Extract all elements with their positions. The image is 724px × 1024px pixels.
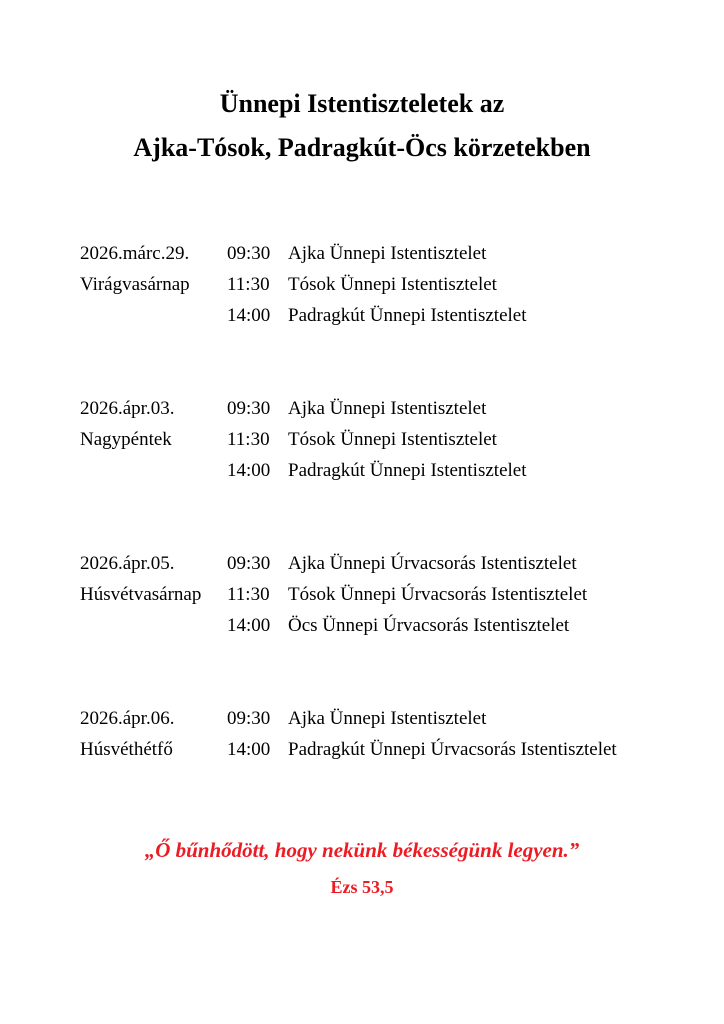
schedule-time: 14:00: [227, 615, 271, 636]
schedule-event: Padragkút Ünnepi Istentisztelet: [288, 305, 527, 326]
schedule-day: Húsvéthétfő: [80, 739, 173, 760]
schedule-block-marc29: [80, 238, 664, 331]
schedule-time: 14:00: [227, 305, 271, 326]
schedule-time: 09:30: [227, 243, 271, 264]
schedule-day: Virágvasárnap: [80, 274, 190, 295]
schedule-day: Nagypéntek: [80, 429, 172, 450]
schedule-event: Ajka Ünnepi Úrvacsorás Istentisztelet: [288, 553, 577, 574]
schedule-block-apr03: [80, 393, 664, 486]
schedule-time: 11:30: [227, 584, 270, 605]
schedule-date-spacer: [80, 455, 227, 486]
scripture-quote: „Ő bűnhődött, hogy nekünk békességünk legyen.”: [144, 838, 580, 862]
title-line-2: Ajka-Tósok, Padragkút-Öcs körzetekben: [133, 133, 591, 162]
document-title: [60, 82, 664, 170]
schedule-time: 11:30: [227, 429, 270, 450]
schedule-event: Padragkút Ünnepi Istentisztelet: [288, 460, 527, 481]
schedule-event: Tósok Ünnepi Istentisztelet: [288, 274, 497, 295]
schedule-time: 09:30: [227, 708, 271, 729]
schedule-block-apr06: [80, 703, 664, 765]
scripture-reference: Ézs 53,5: [330, 877, 394, 897]
schedule-block-apr05: [80, 548, 664, 641]
schedule-time: 14:00: [227, 739, 271, 760]
schedule-time: 14:00: [227, 460, 271, 481]
schedule-day: Húsvétvasárnap: [80, 584, 202, 605]
schedule-date: 2026.ápr.03.: [80, 398, 175, 419]
schedule-event: Tósok Ünnepi Istentisztelet: [288, 429, 497, 450]
schedule-event: Ajka Ünnepi Istentisztelet: [288, 708, 487, 729]
schedule-event: Ajka Ünnepi Istentisztelet: [288, 398, 487, 419]
schedule-date-spacer: [80, 610, 227, 641]
schedule-event: Padragkút Ünnepi Úrvacsorás Istentisztelet: [288, 739, 617, 760]
schedule-time: 11:30: [227, 274, 270, 295]
title-line-1: Ünnepi Istentiszteletek az: [219, 89, 505, 118]
schedule-date: 2026.márc.29.: [80, 243, 190, 264]
schedule-date-spacer: [80, 300, 227, 331]
schedule-time: 09:30: [227, 398, 271, 419]
schedule-event: Tósok Ünnepi Úrvacsorás Istentisztelet: [288, 584, 588, 605]
schedule-date: 2026.ápr.05.: [80, 553, 175, 574]
schedule-time: 09:30: [227, 553, 271, 574]
schedule-event: Öcs Ünnepi Úrvacsorás Istentisztelet: [288, 615, 570, 636]
schedule-date: 2026.ápr.06.: [80, 708, 175, 729]
scripture-quote-section: [60, 833, 664, 901]
schedule-event: Ajka Ünnepi Istentisztelet: [288, 243, 487, 264]
